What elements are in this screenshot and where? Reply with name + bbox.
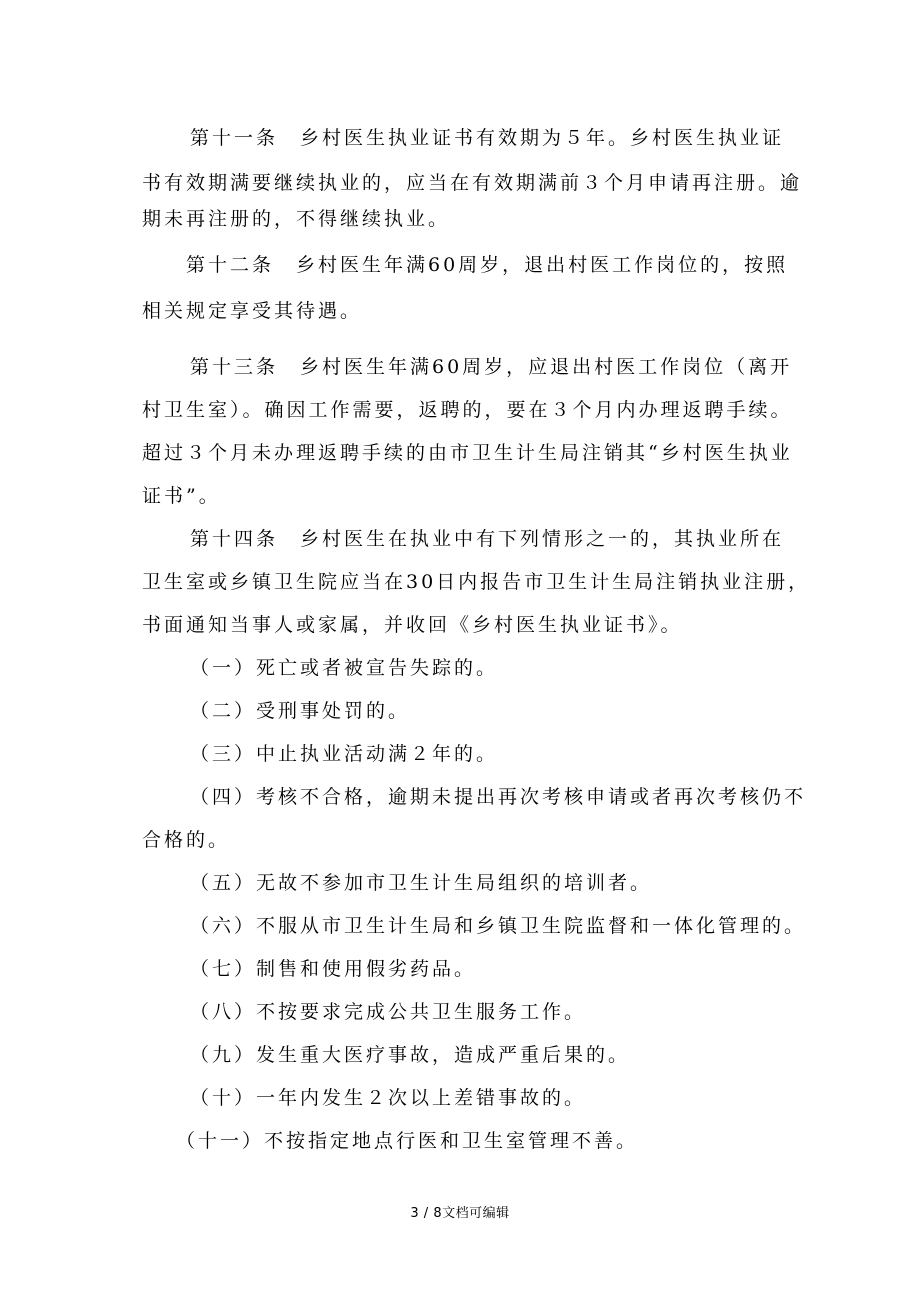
article-14-line-3: 书面通知当事人或家属，并收回《乡村医生执业证书》。 — [142, 614, 683, 636]
article-13-line-1: 第十三条 乡村医生年满60周岁，应退出村医工作岗位（离开 — [190, 356, 793, 378]
page-footer: 3 / 8文档可编辑 — [410, 1206, 510, 1221]
article-12-line-2: 相关规定享受其待遇。 — [142, 300, 363, 322]
list-item: （六）不服从市卫生计生局和乡镇卫生院监督和一体化管理的。 — [190, 915, 807, 937]
list-item: （四）考核不合格，逾期未提出再次考核申请或者再次考核仍不 — [190, 786, 807, 808]
article-13-line-3: 超过３个月未办理返聘手续的由市卫生计生局注销其“乡村医生执业 — [142, 442, 793, 464]
list-item: （七）制售和使用假劣药品。 — [190, 958, 477, 980]
article-11-line-2: 书有效期满要继续执业的，应当在有效期满前３个月申请再注册。逾 — [142, 172, 803, 194]
list-item: （二）受刑事处罚的。 — [190, 700, 411, 722]
article-11-line-1: 第十一条 乡村医生执业证书有效期为５年。乡村医生执业证 — [190, 127, 785, 149]
list-item: （三）中止执业活动满２年的。 — [190, 743, 499, 765]
article-14-line-2: 卫生室或乡镇卫生院应当在30日内报告市卫生计生局注销执业注册， — [142, 571, 811, 593]
list-item: （一）死亡或者被宣告失踪的。 — [190, 657, 499, 679]
article-11-line-3: 期未再注册的，不得继续执业。 — [142, 208, 451, 230]
list-item-continuation: 合格的。 — [142, 829, 231, 851]
list-item: （八）不按要求完成公共卫生服务工作。 — [190, 1001, 587, 1023]
article-13-line-2: 村卫生室）。确因工作需要，返聘的，要在３个月内办理返聘手续。 — [142, 399, 793, 421]
article-12-line-1: 第十二条 乡村医生年满60周岁，退出村医工作岗位的，按照 — [186, 254, 789, 276]
list-item: （十）一年内发生２次以上差错事故的。 — [190, 1087, 587, 1109]
article-14-line-1: 第十四条 乡村医生在执业中有下列情形之一的，其执业所在 — [190, 528, 785, 550]
list-item: （九）发生重大医疗事故，造成严重后果的。 — [190, 1044, 631, 1066]
list-item: （五）无故不参加市卫生计生局组织的培训者。 — [190, 872, 653, 894]
list-item: （十一）不按指定地点行医和卫生室管理不善。 — [176, 1130, 639, 1152]
article-13-line-4: 证书”。 — [142, 485, 221, 507]
